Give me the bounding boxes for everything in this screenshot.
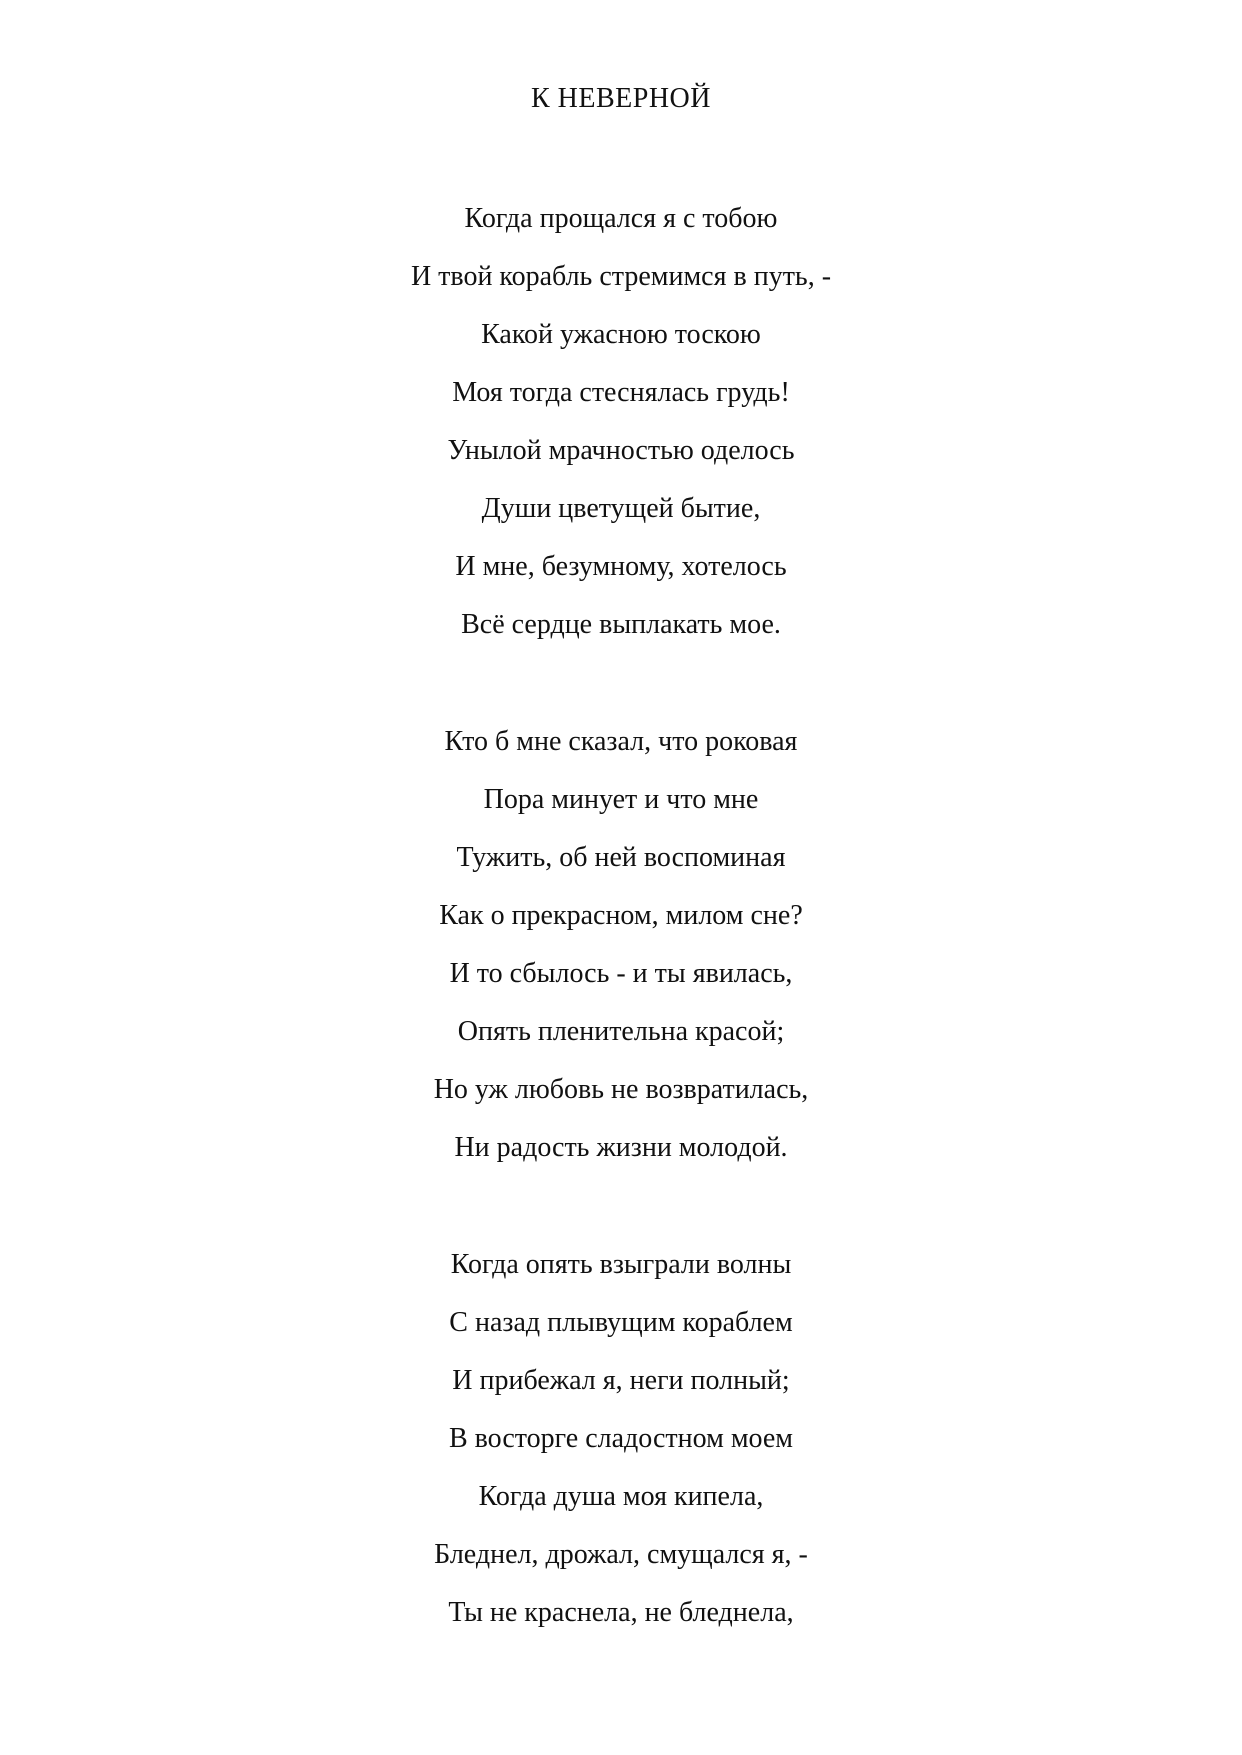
poem-line: Но уж любовь не возвратилась, (433, 1074, 809, 1105)
poem-line: И прибежал я, неги полный; (452, 1365, 790, 1396)
poem-line: Когда душа моя кипела, (478, 1481, 764, 1512)
poem-line: Когда прощался я с тобою (464, 203, 778, 234)
poem-line: Ни радость жизни молодой. (454, 1132, 788, 1163)
poem-line: Опять пленительна красой; (457, 1016, 785, 1047)
poem-line: В восторге сладостном моем (448, 1423, 794, 1454)
poem-line: Какой ужасною тоскою (481, 319, 761, 350)
poem-line: Ты не краснела, не бледнела, (448, 1597, 794, 1628)
poem-line: Всё сердце выплакать мое. (461, 609, 781, 640)
poem-line: Души цветущей бытие, (481, 493, 761, 524)
poem-title: К НЕВЕРНОЙ (530, 83, 711, 114)
poem-line: Унылой мрачностью оделось (447, 435, 795, 466)
poem-line: И мне, безумному, хотелось (455, 551, 787, 582)
poem-line: Бледнел, дрожал, смущался я, - (434, 1539, 808, 1570)
stanza-3 (0, 1248, 1242, 1654)
stanza-1 (0, 202, 1242, 666)
stanza-2 (0, 725, 1242, 1189)
poem-line: И то сбылось - и ты явилась, (449, 958, 793, 989)
poem-line: Как о прекрасном, милом сне? (439, 900, 803, 931)
poem-line: Моя тогда стеснялась грудь! (452, 377, 790, 408)
poem-line: Тужить, об ней воспоминая (456, 842, 786, 873)
poem-line: Когда опять взыграли волны (450, 1249, 792, 1280)
poem-line: С назад плывущим кораблем (449, 1307, 793, 1338)
poem-line: Пора минует и что мне (483, 784, 759, 815)
poem-line: Кто б мне сказал, что роковая (444, 726, 798, 757)
poem-line: И твой корабль стремимся в путь, - (410, 261, 832, 292)
